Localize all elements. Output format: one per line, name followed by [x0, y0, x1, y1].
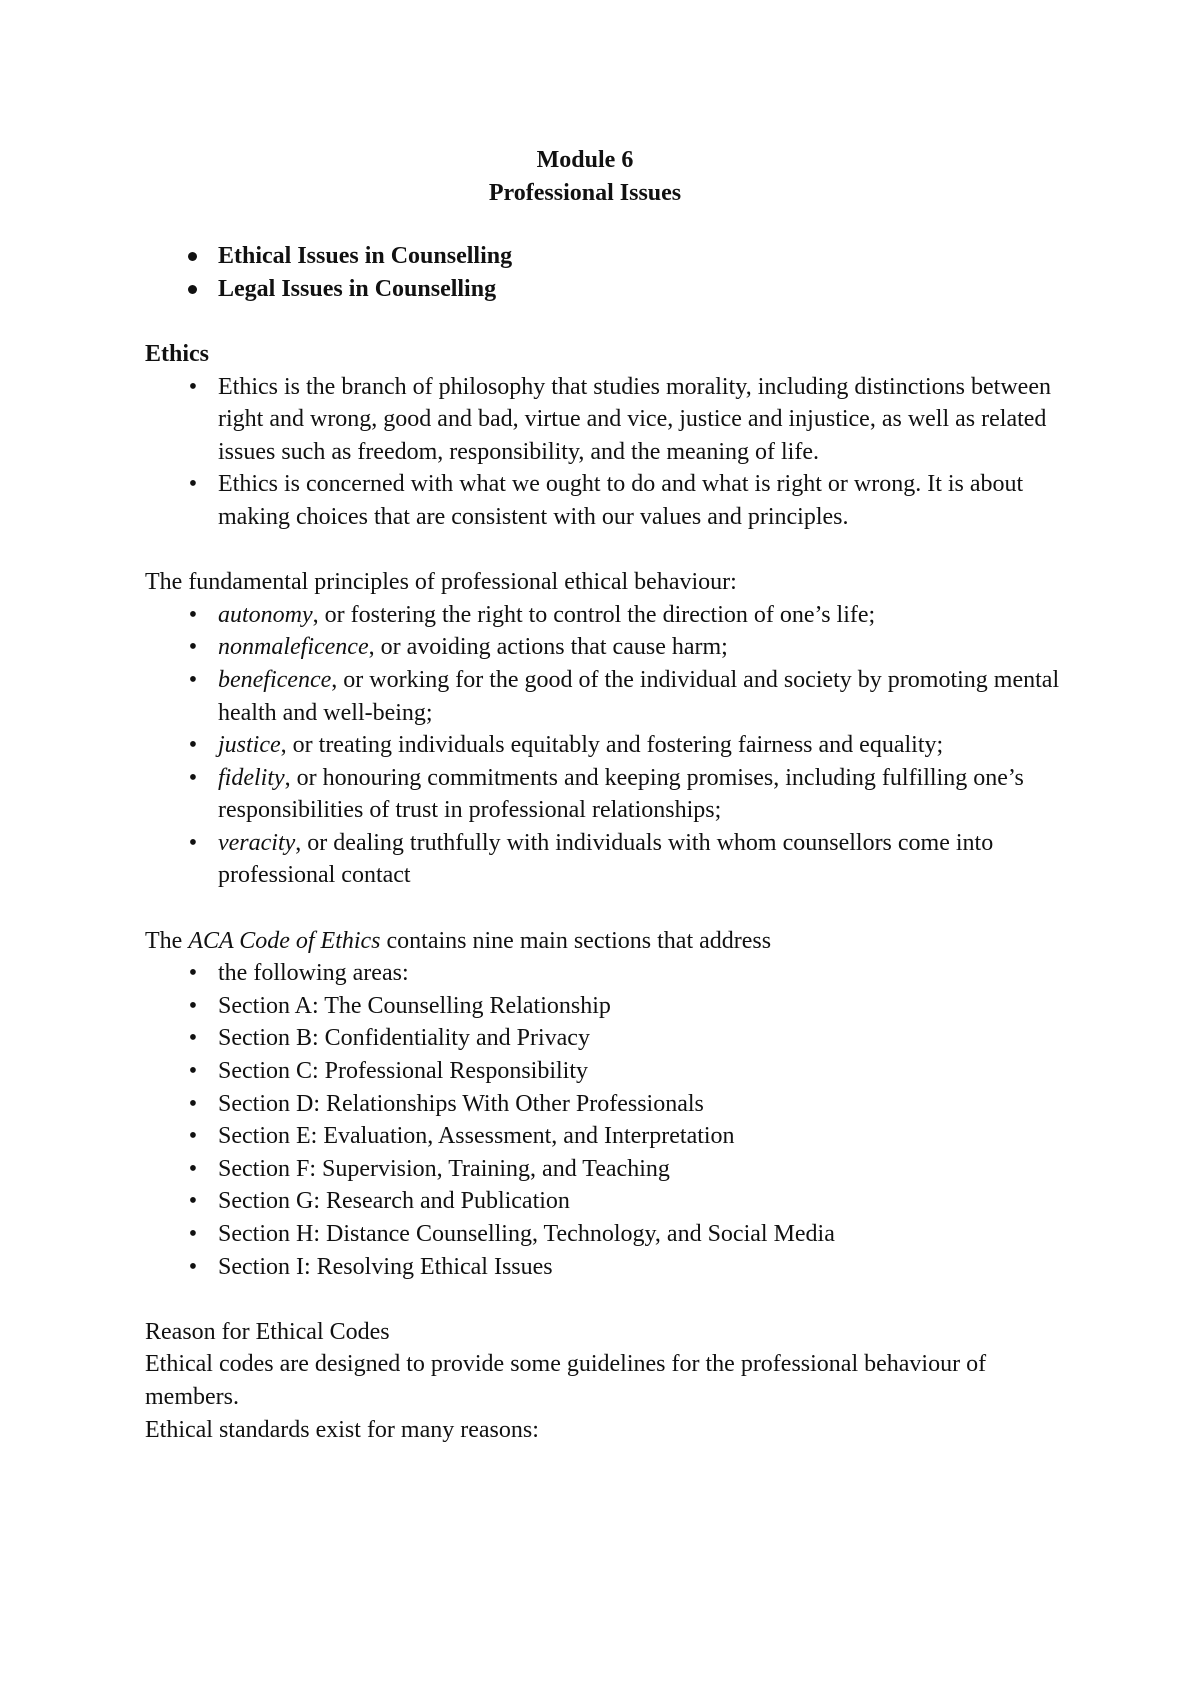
- principle-text: , or fostering the right to control the direction of one’s life;: [312, 601, 876, 628]
- section-heading-reason: Reason for Ethical Codes: [145, 1318, 390, 1345]
- reason-paragraph: Ethical codes are designed to provide some guidelines for the professional behaviour of members.: [145, 1351, 987, 1410]
- list-item: [145, 1022, 1065, 1055]
- spacer: [145, 305, 1065, 338]
- list-item: [145, 762, 1065, 827]
- principle-term: beneficence: [218, 666, 332, 693]
- page-title: Professional Issues: [488, 179, 682, 206]
- list-item: [145, 1153, 1065, 1186]
- bullet-icon: •: [188, 1123, 198, 1150]
- aca-item-text: Section E: Evaluation, Assessment, and Interpretation: [218, 1123, 735, 1150]
- list-item: [145, 729, 1065, 762]
- aca-item-text: the following areas:: [218, 960, 409, 987]
- bullet-icon: •: [188, 1253, 198, 1280]
- principles-intro: The fundamental principles of professional ethical behaviour:: [145, 569, 737, 596]
- list-item: [145, 664, 1065, 729]
- aca-intro-before: The: [145, 927, 189, 954]
- principle-term: veracity: [218, 829, 296, 856]
- list-item: [145, 468, 1065, 533]
- principle-text: , or treating individuals equitably and fostering fairness and equality;: [280, 732, 944, 759]
- reason-paragraph: Ethical standards exist for many reasons:: [145, 1416, 539, 1443]
- bullet-icon: •: [188, 1025, 198, 1052]
- principle-term: justice: [218, 732, 281, 759]
- spacer: [145, 534, 1065, 567]
- list-item: [145, 1185, 1065, 1218]
- bullet-icon: •: [188, 1155, 198, 1182]
- list-item: [145, 599, 1065, 632]
- aca-item-text: Section A: The Counselling Relationship: [218, 992, 611, 1019]
- ethics-item-text: Ethics is concerned with what we ought to do and what is right or wrong. It is about making choices that are consistent with our values and principles.: [218, 471, 1024, 530]
- list-item: [145, 273, 1065, 306]
- spacer: [145, 892, 1065, 925]
- bullet-icon: •: [188, 992, 198, 1019]
- list-item: [145, 1055, 1065, 1088]
- bullet-icon: •: [188, 666, 198, 693]
- bullet-icon: •: [188, 1058, 198, 1085]
- bullet-icon: •: [188, 764, 198, 791]
- topic-label: Ethical Issues in Counselling: [218, 243, 513, 270]
- principle-text: , or dealing truthfully with individuals with whom counsellors come into professional contact: [218, 829, 994, 889]
- aca-intro-after: contains nine main sections that address: [380, 927, 772, 954]
- aca-item-text: Section F: Supervision, Training, and Teaching: [218, 1155, 670, 1182]
- bullet-icon: •: [188, 732, 198, 759]
- list-item: [145, 371, 1065, 469]
- principle-term: autonomy: [218, 601, 313, 628]
- document-page: [145, 144, 1065, 1446]
- list-item: [145, 1120, 1065, 1153]
- topics-list: [145, 240, 1065, 305]
- list-item: [145, 990, 1065, 1023]
- bullet-icon: •: [188, 601, 198, 628]
- aca-item-text: Section H: Distance Counselling, Technology, and Social Media: [218, 1221, 835, 1247]
- list-item: [145, 1251, 1065, 1284]
- bullet-icon: •: [188, 1221, 198, 1247]
- principle-text: , or avoiding actions that cause harm;: [368, 634, 728, 661]
- section-heading-ethics: Ethics: [145, 340, 210, 367]
- ethics-item-text: Ethics is the branch of philosophy that studies morality, including distinctions between right and wrong, good and bad, virtue and vice, justice and injustice, as well as related issues such as freedom, responsibility, and the meaning of life.: [218, 373, 1051, 465]
- document-header: [125, 144, 1045, 209]
- list-item: [145, 631, 1065, 664]
- aca-item-text: Section D: Relationships With Other Professionals: [218, 1090, 704, 1117]
- list-item: [145, 240, 1065, 273]
- aca-item-text: Section B: Confidentiality and Privacy: [218, 1025, 590, 1052]
- aca-sections-list: [145, 957, 1065, 1283]
- spacer: [145, 1283, 1065, 1316]
- aca-item-text: Section G: Research and Publication: [218, 1188, 570, 1215]
- bullet-icon: •: [188, 1090, 198, 1117]
- module-number: Module 6: [536, 147, 634, 173]
- list-item: [145, 957, 1065, 990]
- bullet-icon: •: [188, 1188, 198, 1215]
- ethics-list: [145, 371, 1065, 534]
- principles-list: [145, 599, 1065, 892]
- topic-label: Legal Issues in Counselling: [218, 275, 497, 302]
- bullet-icon: •: [188, 634, 198, 661]
- principle-text: , or working for the good of the individual and society by promoting mental health and well-being;: [218, 666, 1060, 726]
- aca-item-text: Section C: Professional Responsibility: [218, 1058, 588, 1085]
- principle-term: nonmaleficence: [218, 634, 369, 661]
- bullet-icon: •: [188, 829, 198, 856]
- list-item: [145, 827, 1065, 892]
- bullet-icon: •: [188, 373, 198, 400]
- list-item: [145, 1088, 1065, 1121]
- principle-term: fidelity: [218, 764, 285, 791]
- list-item: [145, 1218, 1065, 1251]
- aca-item-text: Section I: Resolving Ethical Issues: [218, 1253, 553, 1280]
- bullet-icon: •: [188, 960, 198, 987]
- bullet-icon: •: [188, 471, 198, 498]
- principle-text: , or honouring commitments and keeping promises, including fulfilling one’s responsibilities of trust in professional relationships;: [218, 764, 1024, 824]
- aca-intro: [145, 925, 1065, 958]
- aca-code-title: ACA Code of Ethics: [188, 927, 381, 954]
